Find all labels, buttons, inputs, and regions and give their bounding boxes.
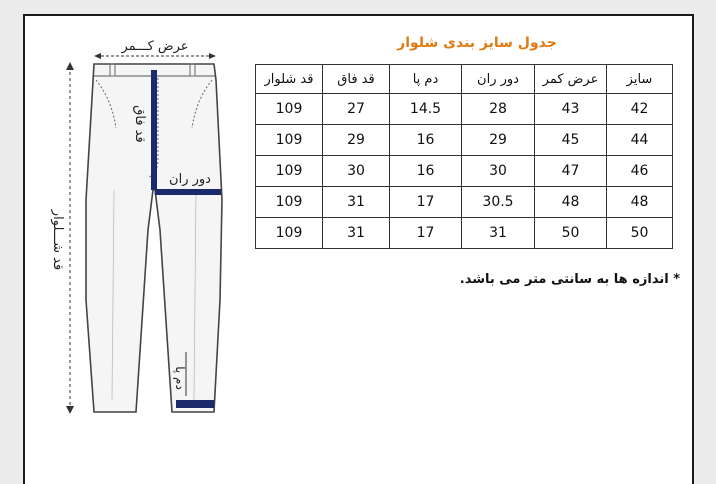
cell-rise: 27 [323, 94, 390, 125]
cell-size: 50 [607, 218, 673, 249]
cell-thigh: 31 [462, 218, 535, 249]
cell-waist: 50 [535, 218, 607, 249]
length-arrow-top-head [66, 62, 74, 70]
header-size: سایز [607, 65, 673, 94]
cell-rise: 31 [323, 187, 390, 218]
thigh-marker [155, 189, 221, 195]
cell-waist: 48 [535, 187, 607, 218]
cell-waist: 47 [535, 156, 607, 187]
cell-hem: 14.5 [390, 94, 462, 125]
header-length: قد شلوار [256, 65, 323, 94]
cell-hem: 17 [390, 218, 462, 249]
cell-rise: 31 [323, 218, 390, 249]
cell-size: 44 [607, 125, 673, 156]
rise-label: قد فاق [132, 105, 147, 143]
hem-label: دم پا [173, 366, 187, 390]
waist-arrow-right-head [209, 53, 216, 59]
cell-size: 42 [607, 94, 673, 125]
cell-length: 109 [256, 218, 323, 249]
cell-length: 109 [256, 187, 323, 218]
cell-thigh: 30 [462, 156, 535, 187]
waist-arrow-left-head [94, 53, 101, 59]
cell-rise: 29 [323, 125, 390, 156]
size-table [255, 64, 673, 249]
header-thigh: دور ران [462, 65, 535, 94]
cell-thigh: 30.5 [462, 187, 535, 218]
thigh-label: دور ران [169, 172, 211, 187]
cell-rise: 30 [323, 156, 390, 187]
length-label: قد شـــلوار [50, 209, 65, 271]
cell-length: 109 [256, 125, 323, 156]
cell-waist: 45 [535, 125, 607, 156]
cell-hem: 17 [390, 187, 462, 218]
units-note: * اندازه ها به سانتی متر می باشد. [459, 272, 680, 287]
cell-thigh: 29 [462, 125, 535, 156]
header-rise: قد فاق [323, 65, 390, 94]
chart-title: جدول سایز بندی شلوار [397, 35, 557, 51]
header-hem: دم پا [390, 65, 462, 94]
table-header-row [256, 65, 673, 94]
table-row [256, 218, 673, 249]
cell-hem: 16 [390, 156, 462, 187]
table-row [256, 156, 673, 187]
pants-diagram [40, 30, 240, 430]
table-row [256, 125, 673, 156]
table-row [256, 187, 673, 218]
cell-waist: 43 [535, 94, 607, 125]
length-arrow-bottom-head [66, 406, 74, 414]
cell-length: 109 [256, 94, 323, 125]
waist-label: عرض کـــمر [121, 39, 189, 54]
cell-hem: 16 [390, 125, 462, 156]
hem-marker [176, 400, 214, 408]
cell-size: 46 [607, 156, 673, 187]
cell-thigh: 28 [462, 94, 535, 125]
cell-length: 109 [256, 156, 323, 187]
rise-marker [151, 70, 157, 190]
cell-size: 48 [607, 187, 673, 218]
table-row [256, 94, 673, 125]
header-waist: عرض کمر [535, 65, 607, 94]
